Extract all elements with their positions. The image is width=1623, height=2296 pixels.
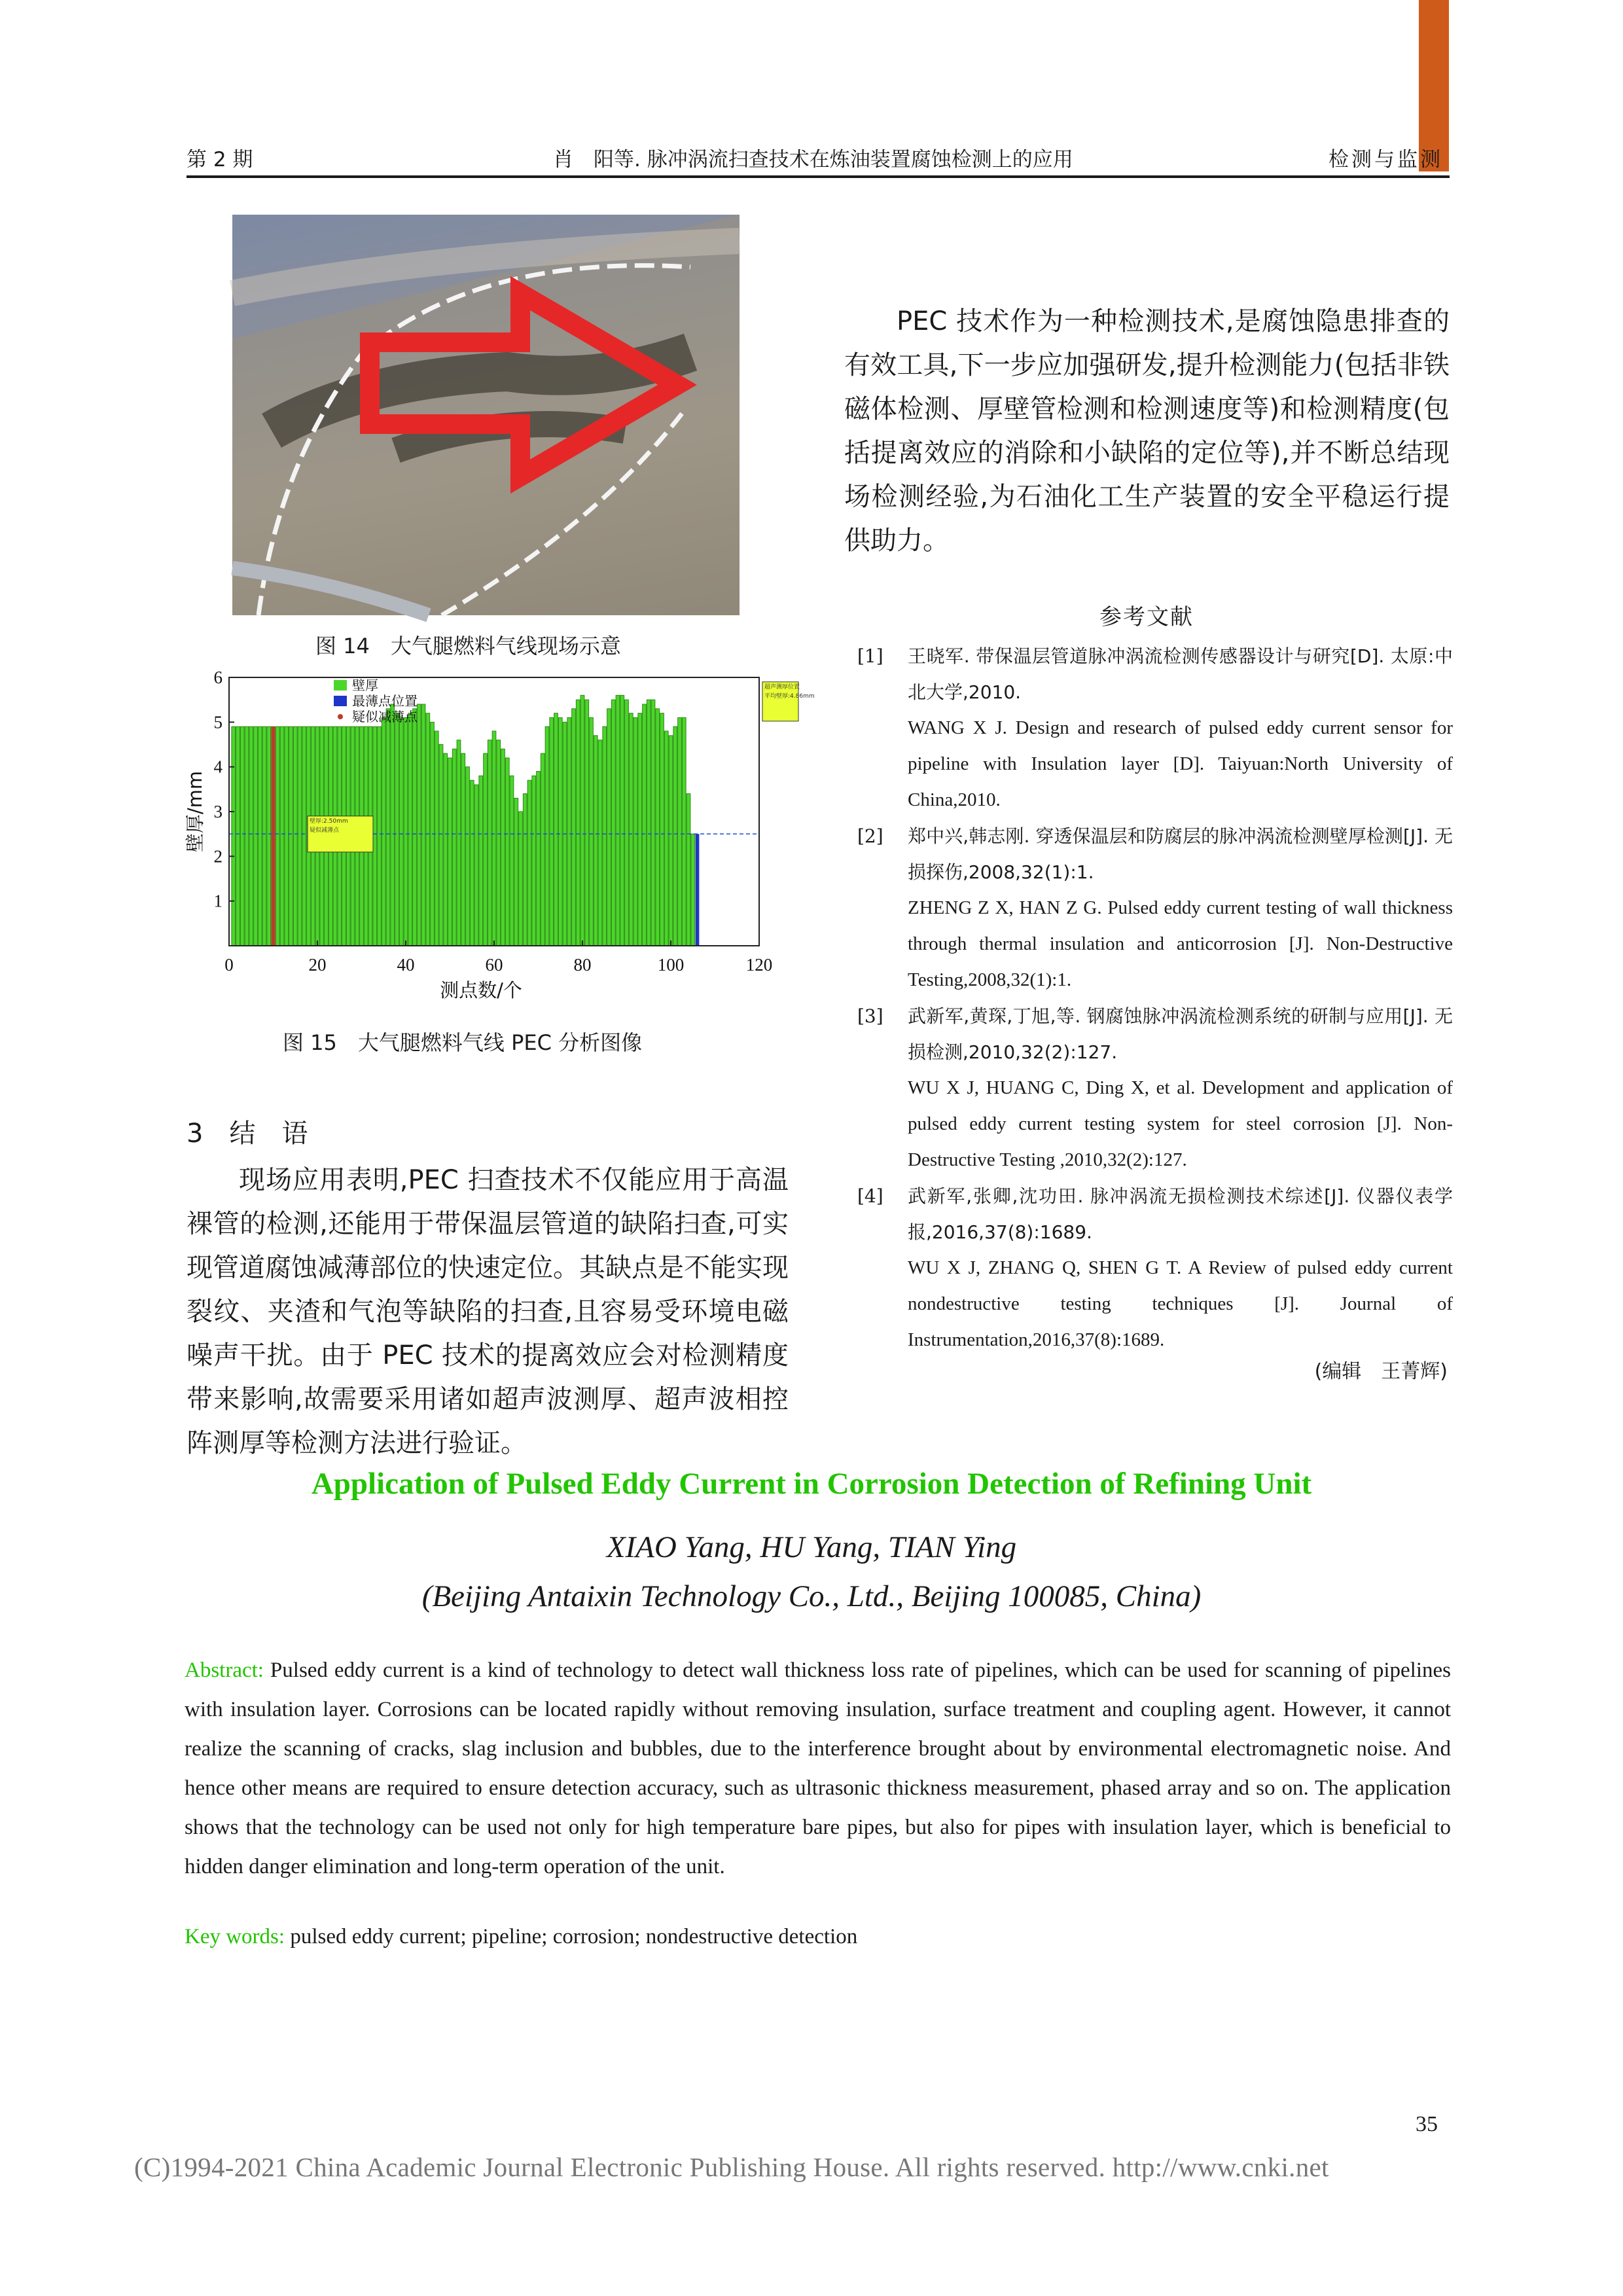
- header-rule: [187, 175, 1450, 178]
- thickness-bar: [664, 731, 668, 946]
- copyright-footer: (C)1994-2021 China Academic Journal Electronic Publishing House. All rights reserved. http://www.cnki.net: [134, 2152, 1329, 2182]
- legend-swatch: [334, 696, 347, 706]
- thickness-bar: [580, 695, 584, 946]
- thickness-bar: [276, 726, 279, 946]
- reference-item: [857, 818, 1453, 998]
- x-tick-label: 120: [745, 955, 773, 975]
- keywords-label: Key words:: [185, 1925, 285, 1948]
- thickness-bar: [532, 776, 536, 946]
- running-header: [187, 137, 1443, 169]
- english-affiliation: (Beijing Antaixin Technology Co., Ltd., Beijing 100085, China): [421, 1579, 1202, 1613]
- thickness-bar: [280, 726, 284, 946]
- thickness-bar: [554, 713, 558, 946]
- thickness-bar: [691, 834, 695, 946]
- reference-chinese: 武新军,黄琛,丁旭,等. 钢腐蚀脉冲涡流检测系统的研制与应用[J]. 无损检测,2010,32(2):127.: [908, 1005, 1453, 1063]
- x-tick-label: 0: [224, 955, 234, 975]
- y-tick-label: 5: [213, 712, 223, 732]
- thickness-bar: [262, 726, 266, 946]
- thickness-bar: [413, 709, 417, 946]
- legend-label: 疑似减薄点: [352, 709, 418, 725]
- thickness-bar: [293, 726, 297, 946]
- running-title: 肖 阳等. 脉冲涡流扫查技术在炼油装置腐蚀检测上的应用: [553, 148, 1073, 171]
- thickness-bar: [651, 700, 655, 946]
- thickness-bar: [452, 749, 456, 946]
- fig14-photo: [232, 215, 740, 615]
- thickness-bar: [616, 695, 620, 946]
- thickness-bar: [448, 758, 452, 946]
- thickness-bar: [298, 726, 302, 946]
- thickness-bar: [466, 767, 470, 946]
- thickness-bar: [497, 740, 501, 946]
- english-title: Application of Pulsed Eddy Current in Corrosion Detection of Refining Unit: [311, 1467, 1312, 1501]
- references-heading: 参考文献: [1099, 604, 1194, 630]
- x-tick-label: 60: [485, 955, 503, 975]
- thickness-bar: [479, 776, 483, 946]
- annotation-text: 平均壁厚:4.86mm: [764, 692, 815, 700]
- legend-swatch: [338, 714, 343, 719]
- reference-number: [2]: [857, 825, 883, 847]
- thickness-bar: [541, 753, 544, 946]
- thickness-bar: [558, 718, 562, 946]
- thickness-bar: [245, 726, 249, 946]
- thickness-bar: [470, 780, 474, 946]
- thickness-bar: [421, 704, 425, 946]
- thickness-bar: [386, 709, 390, 946]
- thickness-bar: [254, 726, 258, 946]
- thickness-bar: [590, 718, 594, 946]
- x-tick-label: 20: [308, 955, 327, 975]
- thickness-bar: [673, 726, 677, 946]
- conclusion-paragraph-2: PEC 技术作为一种检测技术,是腐蚀隐患排查的有效工具,下一步应加强研发,提升检测能力(包括非铁磁体检测、厚壁管检测和检测速度等)和检测精度(包括提离效应的消除和小缺陷的定位等),并不断总结现场检测经验,为石油化工生产装置的安全平稳运行提供助力。: [844, 306, 1450, 556]
- reference-number: [3]: [857, 1005, 883, 1027]
- thickness-bar: [249, 726, 253, 946]
- y-tick-label: 2: [213, 846, 223, 867]
- thickness-bar: [620, 695, 624, 946]
- thickness-bar: [501, 749, 505, 946]
- thickness-bar: [417, 704, 421, 946]
- annotation-text: 疑似减薄点: [310, 827, 340, 834]
- reference-number: [1]: [857, 645, 883, 667]
- reference-item: [857, 638, 1453, 818]
- thickness-bar: [625, 700, 629, 946]
- y-axis-label: 壁厚/mm: [184, 770, 206, 853]
- thickness-bar: [647, 700, 651, 946]
- reference-number: [4]: [857, 1185, 883, 1207]
- section-3-heading: 3 结 语: [187, 1119, 308, 1149]
- legend-label: 壁厚: [352, 677, 378, 693]
- thickness-bar: [656, 709, 660, 946]
- thickness-bar: [537, 772, 541, 946]
- fig15-caption: 图 15 大气腿燃料气线 PEC 分析图像: [283, 1030, 643, 1055]
- thickness-bar: [572, 709, 576, 946]
- thickness-bar: [678, 718, 682, 946]
- x-tick-label: 80: [573, 955, 592, 975]
- legend-swatch: [334, 680, 347, 691]
- y-tick-label: 6: [213, 668, 223, 687]
- abstract-text: Pulsed eddy current is a kind of technology to detect wall thickness loss rate of pipelines, which can be used for scanning of pipelines with insulation layer. Corrosions can be located rapidly without removing insulation, surface treatment and coupling agent. However, it cannot realize the scanning of cracks, slag inclusion and bubbles, due to the interference brought about by environmental electromagnetic noise. And hence other means are required to ensure detection accuracy, such as ultrasonic thickness measurement, phased array and so on. The application shows that the technology can be used not only for high temperature bare pipes, but also for pipes with insulation layer, which is beneficial to hidden danger elimination and long-term operation of the unit.: [185, 1659, 1451, 1878]
- reference-english: WANG X J. Design and research of pulsed eddy current sensor for pipeline with Insulation layer [D]. Taiyuan:North University of China,2010.: [908, 717, 1453, 810]
- section-label: 检测与监测: [1329, 148, 1443, 171]
- conclusion-paragraph-1: 现场应用表明,PEC 扫查技术不仅能应用于高温裸管的检测,还能用于带保温层管道的缺陷扫查,可实现管道腐蚀减薄部位的快速定位。其缺点是不能实现裂纹、夹渣和气泡等缺陷的扫查,且容易受环境电磁噪声干扰。由于 PEC 技术的提离效应会对检测精度带来影响,故需要采用诸如超声波测厚、超声波相控阵测厚等检测方法进行验证。: [187, 1165, 789, 1458]
- reference-item: [857, 998, 1453, 1178]
- thickness-bar: [527, 780, 531, 946]
- x-tick-label: 100: [657, 955, 685, 975]
- abstract-label: Abstract:: [185, 1659, 264, 1682]
- thickness-bar: [426, 713, 430, 946]
- thickness-bar: [523, 794, 527, 946]
- thickness-bar: [585, 700, 589, 946]
- reference-item: [857, 1178, 1453, 1358]
- thickness-bar: [404, 718, 408, 946]
- thickness-bar: [598, 740, 602, 946]
- thickness-bar: [510, 776, 514, 946]
- thickness-bar: [643, 704, 647, 946]
- thickness-bar: [444, 753, 448, 946]
- thickness-bar: [373, 726, 377, 946]
- thickness-bar: [638, 713, 642, 946]
- thickness-bar: [611, 700, 615, 946]
- english-abstract: [185, 1651, 1451, 1886]
- reference-chinese: 王晓军. 带保温层管道脉冲涡流检测传感器设计与研究[D]. 太原:中北大学,2010.: [908, 645, 1453, 703]
- reference-english: WU X J, ZHANG Q, SHEN G T. A Review of pulsed eddy current nondestructive testing techniques [J]. Journal of Instrumentation,2016,37(8):1689.: [908, 1257, 1453, 1350]
- thickness-bar: [594, 736, 597, 946]
- thickness-bar: [258, 726, 262, 946]
- thickness-bar: [378, 726, 382, 946]
- thickness-bar: [505, 758, 509, 946]
- annotation-text: 超声测厚位置: [764, 684, 800, 691]
- thickness-bar: [633, 718, 637, 946]
- reference-chinese: 郑中兴,韩志刚. 穿透保温层和防腐层的脉冲涡流检测壁厚检测[J]. 无损探伤,2008,32(1):1.: [908, 825, 1453, 883]
- thinnest-point-bar: [696, 834, 700, 946]
- legend-label: 最薄点位置: [352, 693, 418, 709]
- thickness-bar: [629, 713, 633, 946]
- suspect-thinning-marker: [272, 726, 276, 946]
- thickness-bar: [399, 718, 403, 946]
- reference-english: WU X J, HUANG C, Ding X, et al. Development and application of pulsed eddy current testing system for steel corrosion [J]. Non-Destructive Testing ,2010,32(2):127.: [908, 1077, 1453, 1170]
- thickness-bar: [240, 726, 244, 946]
- y-tick-label: 4: [213, 757, 223, 777]
- thickness-bar: [669, 736, 673, 946]
- thickness-bar: [687, 794, 690, 946]
- english-authors: XIAO Yang, HU Yang, TIAN Ying: [606, 1530, 1017, 1564]
- thickness-bar: [461, 753, 465, 946]
- reference-list: [857, 638, 1453, 1358]
- thickness-bar: [439, 745, 443, 946]
- thickness-bar: [391, 704, 395, 946]
- thickness-bar: [382, 718, 385, 946]
- keywords-text: pulsed eddy current; pipeline; corrosion; nondestructive detection: [290, 1925, 858, 1948]
- thickness-bar: [408, 713, 412, 946]
- thickness-bar: [484, 753, 488, 946]
- thickness-bar: [492, 731, 496, 946]
- thickness-bar: [576, 700, 580, 946]
- thickness-bar: [457, 740, 461, 946]
- thickness-bar: [514, 798, 518, 946]
- thickness-bar: [603, 726, 607, 946]
- thickness-bar: [267, 726, 271, 946]
- english-keywords: [185, 1925, 857, 1949]
- thickness-bar: [550, 718, 554, 946]
- thickness-bar: [545, 726, 549, 946]
- thickness-bar: [607, 709, 611, 946]
- thickness-bar: [395, 713, 399, 946]
- issue-number: 第 2 期: [187, 148, 253, 171]
- annotation-text: 壁厚:2.50mm: [310, 818, 348, 825]
- thickness-bar: [435, 731, 438, 946]
- y-tick-label: 1: [213, 891, 223, 911]
- fig14-caption: 图 14 大气腿燃料气线现场示意: [315, 634, 621, 658]
- x-axis-label: 测点数/个: [440, 979, 522, 1001]
- thickness-bar: [488, 740, 491, 946]
- thickness-bar: [682, 718, 686, 946]
- thickness-bar: [567, 718, 571, 946]
- fig15-chart: [184, 664, 815, 1011]
- thickness-bar: [236, 726, 240, 946]
- reference-chinese: 武新军,张卿,沈功田. 脉冲涡流无损检测技术综述[J]. 仪器仪表学报,2016,37(8):1689.: [908, 1185, 1453, 1243]
- editor-note: (编辑 王菁辉): [1314, 1360, 1448, 1383]
- thickness-bar: [285, 726, 289, 946]
- thickness-bar: [660, 713, 664, 946]
- page-number: 35: [1416, 2112, 1438, 2136]
- thickness-bar: [302, 726, 306, 946]
- thickness-bar: [289, 726, 293, 946]
- reference-english: ZHENG Z X, HAN Z G. Pulsed eddy current testing of wall thickness through thermal insulation and anticorrosion [J]. Non-Destructive Testing,2008,32(1):1.: [908, 897, 1453, 990]
- thickness-bar: [474, 785, 478, 946]
- y-tick-label: 3: [213, 802, 223, 821]
- x-tick-label: 40: [397, 955, 415, 975]
- thickness-bar: [519, 812, 523, 946]
- thickness-bar: [232, 726, 236, 946]
